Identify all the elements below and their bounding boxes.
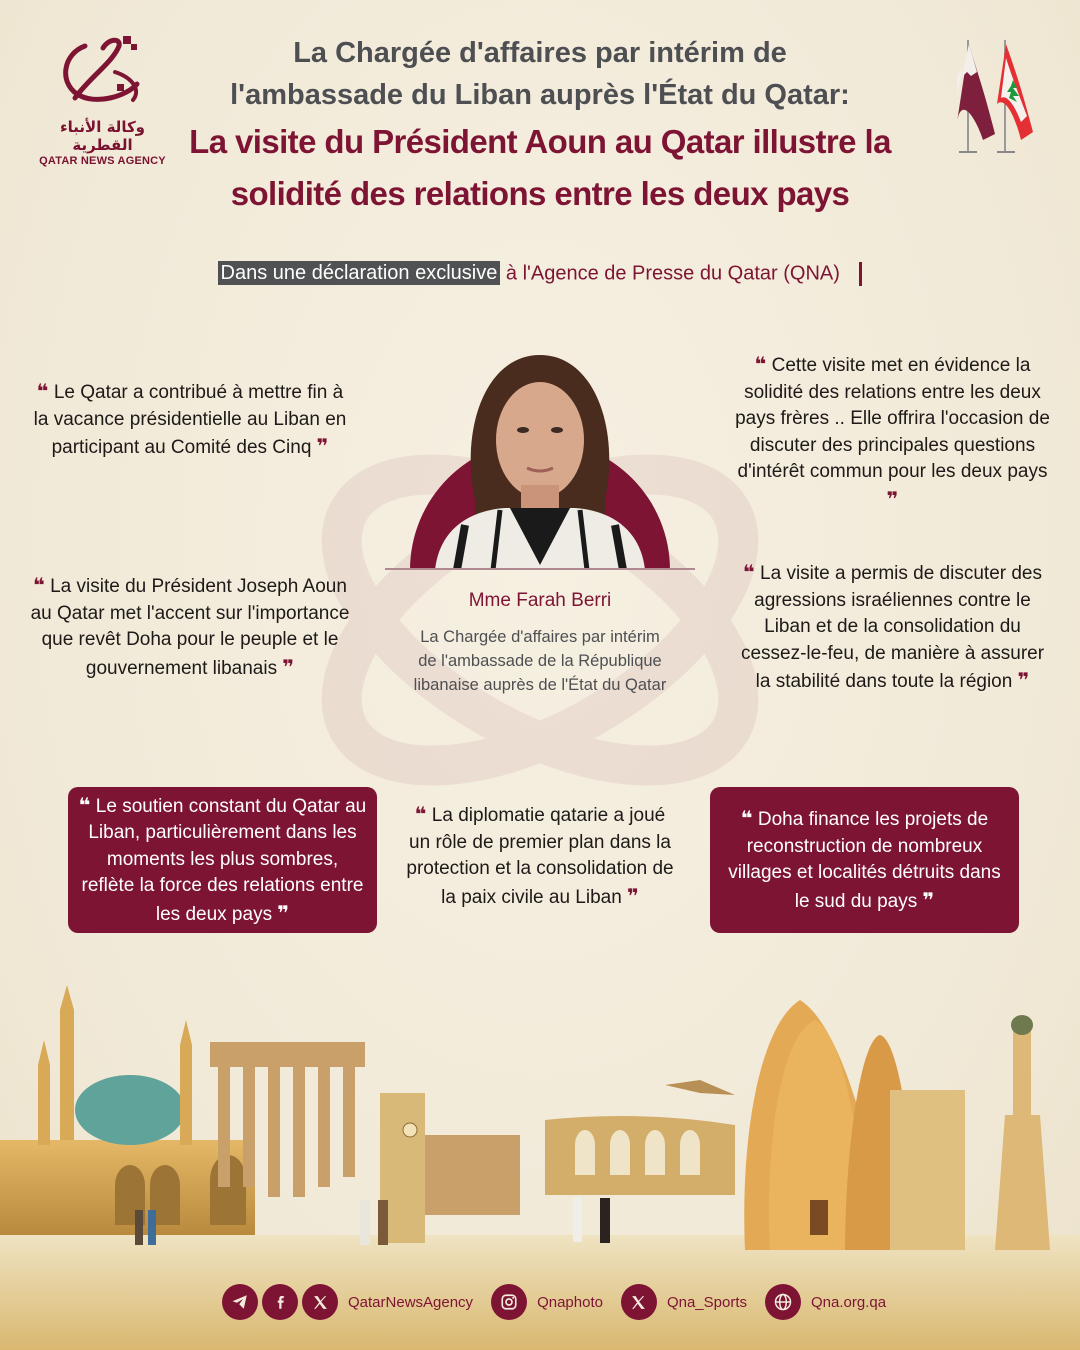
quote-text: Doha finance les projets de reconstruction de nombreux villages et localités détruits dans le sud du pays bbox=[728, 809, 1001, 912]
title-line-2: l'ambassade du Liban auprès l'État du Qatar: bbox=[230, 79, 850, 111]
pigeon-towers-landmark bbox=[744, 1000, 915, 1250]
arena-landmark bbox=[545, 1116, 735, 1195]
header-title-block bbox=[170, 32, 910, 220]
portrait-photo bbox=[405, 350, 675, 570]
agency-name-arabic: وكالة الأنباء القطرية bbox=[60, 118, 145, 154]
quote-box-soutien-constant bbox=[68, 787, 377, 933]
quote-close-icon: ❞ bbox=[886, 486, 899, 511]
telegram-icon[interactable] bbox=[222, 1284, 258, 1320]
fort-landmark bbox=[890, 1090, 965, 1250]
quote-open-icon: ❝ bbox=[78, 792, 91, 817]
spiral-minaret-landmark bbox=[995, 1015, 1050, 1250]
title-line-1: La Chargée d'affaires par intérim de bbox=[293, 37, 787, 69]
quote-text: Le Qatar a contribué à mettre fin à la vacance présidentielle au Liban en participant au Comité des Cinq bbox=[33, 382, 347, 458]
x-icon[interactable] bbox=[302, 1284, 338, 1320]
person-name: Mme Farah Berri bbox=[468, 590, 612, 611]
headline-line-2: solidité des relations entre les deux pays bbox=[230, 175, 850, 212]
quote-close-icon: ❞ bbox=[627, 883, 639, 908]
quote-close-icon: ❞ bbox=[1017, 668, 1030, 692]
social-label-qnaphoto[interactable]: Qnaphoto bbox=[537, 1293, 603, 1311]
person-title-line-2: de l'ambassade de la République bbox=[418, 652, 662, 670]
quote-diplomatie-qatarie bbox=[405, 801, 675, 911]
social-label-website[interactable]: Qna.org.qa bbox=[811, 1293, 887, 1311]
facebook-icon[interactable] bbox=[262, 1284, 298, 1320]
quote-close-icon: ❞ bbox=[282, 654, 295, 679]
headline-line-1: La visite du Président Aoun au Qatar illustre la bbox=[189, 123, 891, 160]
quote-importance-doha bbox=[30, 572, 350, 682]
qatar-lebanon-flags-icon bbox=[955, 36, 1040, 156]
quote-close-icon: ❞ bbox=[277, 900, 290, 925]
social-label-qna-sports[interactable]: Qna_Sports bbox=[666, 1293, 747, 1311]
quote-agressions-cessez-le-feu bbox=[735, 559, 1050, 696]
portrait-divider bbox=[385, 568, 695, 570]
quote-vacance-presidentielle bbox=[30, 378, 350, 462]
quote-open-icon: ❝ bbox=[740, 806, 753, 830]
temple-landmark bbox=[425, 1135, 520, 1215]
quote-solidite-relations bbox=[735, 351, 1050, 514]
quote-close-icon: ❞ bbox=[922, 887, 935, 912]
quote-text: La visite du Président Joseph Aoun au Qatar met l'accent sur l'importance que revêt Doha pour le peuple et le gouvernement libanais bbox=[30, 576, 350, 679]
person-title-line-1: La Chargée d'affaires par intérim bbox=[420, 628, 660, 646]
quote-open-icon: ❝ bbox=[754, 352, 767, 376]
falcon-sculpture bbox=[665, 1080, 735, 1095]
agency-name-english: QATAR NEWS AGENCY bbox=[39, 155, 166, 167]
x-icon[interactable] bbox=[621, 1284, 657, 1320]
mosque-landmark bbox=[0, 985, 255, 1235]
subtitle-bar-divider bbox=[859, 262, 862, 286]
subtitle bbox=[0, 262, 1080, 286]
quote-text: Le soutien constant du Qatar au Liban, particulièrement dans les moments les plus sombres, reflète la force des relations entre les deux pays bbox=[81, 795, 367, 925]
subtitle-highlight: Dans une déclaration exclusive bbox=[218, 261, 501, 285]
quote-close-icon: ❞ bbox=[316, 434, 329, 458]
quote-text: Cette visite met en évidence la solidité des relations entre les deux pays frères .. Elle offrira l'occasion de discuter des principales questions d'intérêt commun pour les deux pays bbox=[735, 355, 1050, 482]
person-title bbox=[380, 625, 700, 697]
quote-text: La visite a permis de discuter des agressions israéliennes contre le Liban et de la consolidation du cessez-le-feu, de manière à assurer la stabilité dans toute la région bbox=[740, 563, 1045, 692]
social-footer bbox=[222, 1283, 904, 1321]
qna-logo bbox=[30, 32, 175, 167]
globe-icon[interactable] bbox=[765, 1284, 801, 1320]
quote-box-reconstruction bbox=[710, 787, 1019, 933]
quote-open-icon: ❝ bbox=[414, 802, 427, 826]
quote-text: La diplomatie qatarie a joué un rôle de premier plan dans la protection et la consolidation de la paix civile au Liban bbox=[406, 805, 674, 908]
person-title-line-3: libanaise auprès de l'État du Qatar bbox=[413, 676, 667, 694]
social-label-qatarnewsagency[interactable]: QatarNewsAgency bbox=[348, 1293, 474, 1311]
quote-open-icon: ❝ bbox=[743, 560, 755, 584]
subtitle-rest: à l'Agence de Presse du Qatar (QNA) bbox=[505, 262, 840, 285]
quote-open-icon: ❝ bbox=[33, 573, 45, 597]
quote-open-icon: ❝ bbox=[36, 379, 49, 403]
instagram-icon[interactable] bbox=[491, 1284, 527, 1320]
qna-emblem-icon bbox=[55, 32, 150, 112]
